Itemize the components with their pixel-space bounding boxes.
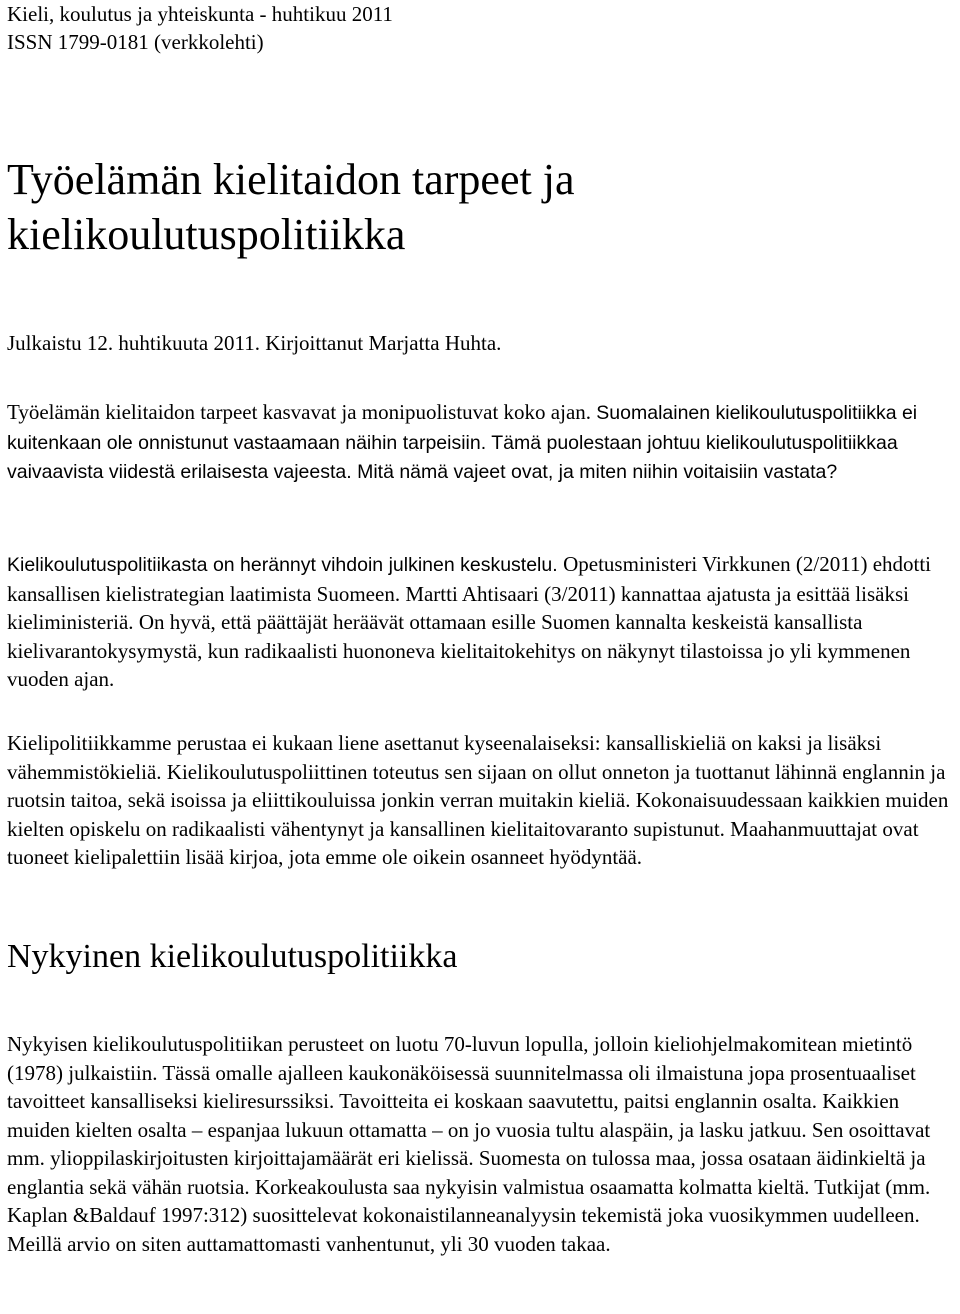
lead-sentence-serif: Työelämän kielitaidon tarpeet kasvavat ja monipuolistuvat koko ajan. <box>7 400 597 424</box>
journal-issue: Kieli, koulutus ja yhteiskunta - huhtikuu 2011 <box>7 2 393 26</box>
paragraph-debate-part-b: Opetusministeri Virkkunen (2/2011) ehdotti kansallisen kielistrategian laatimista Suomeen. Martti Ahtisaari (3/2011) kannattaa ajatusta ja esittää lisäksi kieliministeriä. <box>7 552 932 634</box>
lead-sentence-sans: Suomalainen kielikoulutuspolitiikka ei kuitenkaan ole onnistunut vastaamaan näihin tarpeisiin. Tämä puolestaan johtuu kielikoulutuspolitiikkaa vaivaavista viidestä erilaisesta vajeesta. Mitä nämä vajeet ovat, ja miten niihin voitaisiin vastata? <box>7 402 918 483</box>
paragraph-debate-part-a: Kielikoulutuspolitiikasta on herännyt vihdoin julkinen keskustelu. <box>7 554 564 576</box>
publication-header <box>7 0 957 56</box>
paragraph-debate <box>7 550 960 694</box>
lead-paragraph <box>7 398 960 487</box>
article-page <box>7 0 957 1256</box>
article-title: Työelämän kielitaidon tarpeet ja kielikoulutuspolitiikka <box>7 155 575 259</box>
section-heading: Nykyinen kielikoulutuspolitiikka <box>7 938 458 975</box>
paragraph-current-policy: Nykyisen kielikoulutuspolitiikan perusteet on luotu 70-luvun lopulla, jolloin kieliohjelmakomitean mietintö (1978) julkaistiin. Tässä omalle ajalleen kaukonäköisessä suunnitelmassa oli ilmaistuna jopa prosentuaaliset tavoitteet kansalliseksi kieliresurssiksi. Tavoitteita ei koskaan saavutettu, paitsi englannin osalta. Kaikkien muiden kielten osalta – espanjaa lukuun ottamatta – on jo vuosia tultu alaspäin, ja lasku jatkuu. Sen osoittavat mm. ylioppilaskirjoitusten kirjoittajamäärät eri kielissä. Suomesta on tulossa maa, jossa osataan äidinkieltä ja englantia sekä vähän ruotsia. Korkeakoulusta saa nykyisin valmistua osaamatta kolmatta kieltä. Tutkijat (mm. Kaplan &Baldauf 1997:312) suosittelevat kokonaistilanneanalyysin tekemistä joka vuosikymmen uudelleen. Meillä arvio on siten auttamattomasti vanhentunut, yli 30 vuoden takaa. <box>7 1032 931 1256</box>
paragraph-language-policy: Kielipolitiikkamme perustaa ei kukaan liene asettanut kyseenalaiseksi: kansalliskieliä on kaksi ja lisäksi vähemmistökieliä. Kielikoulutuspoliittinen toteutus sen sijaan on ollut onneton ja tuottanut lähinnä englannin ja ruotsin taitoa, sekä isoissa ja eliittikouluissa jonkin verran muitakin kieliä. Kokonaisuudessaan kaikkien muiden kielten opiskelu on radikaalisti vähentynyt ja kansallinen kielitaitovaranto supistunut. Maahanmuuttajat ovat tuoneet kielipalettiin lisää kirjoa, jota emme ole oikein osanneet hyödyntää. <box>7 731 949 869</box>
paragraph-debate-part-c: On hyvä, että päättäjät heräävät ottamaan esille Suomen kannalta keskeistä kansallista kielivarantokysymystä, kun radikaalisti huononeva kielitaitokehitys on näkynyt tilastoissa jo yli kymmenen vuoden ajan. <box>7 610 911 691</box>
byline: Julkaistu 12. huhtikuuta 2011. Kirjoittanut Marjatta Huhta. <box>7 331 502 355</box>
issn: ISSN 1799-0181 (verkkolehti) <box>7 30 264 54</box>
